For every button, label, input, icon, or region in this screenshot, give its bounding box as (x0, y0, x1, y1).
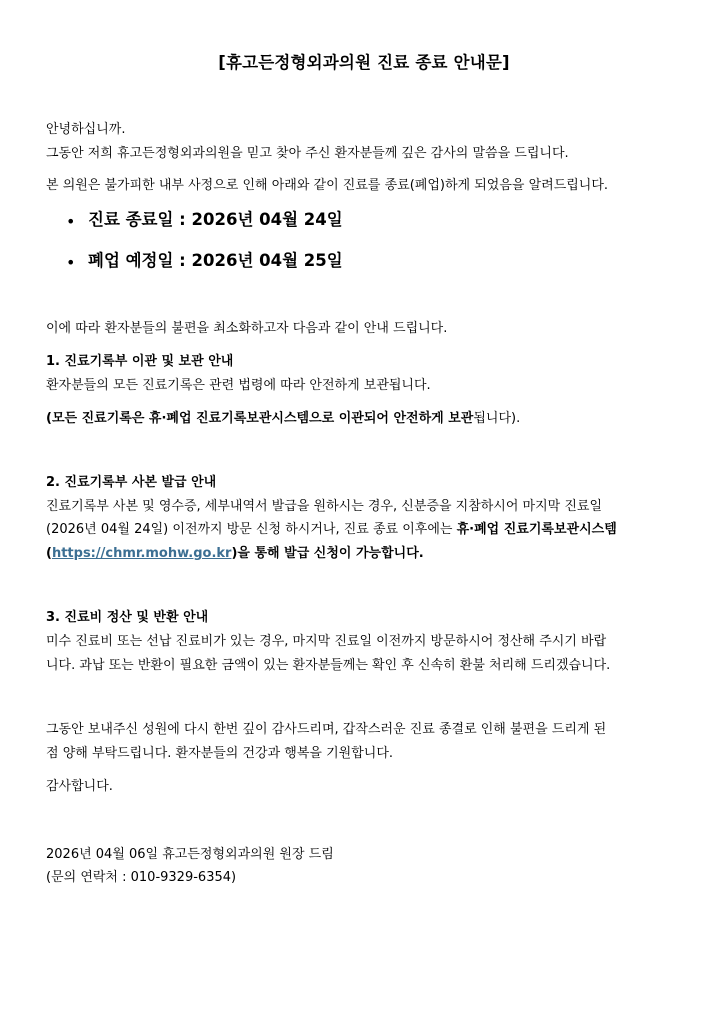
bullet-icon: • (66, 253, 76, 272)
section2-line1: 진료기록부 사본 및 영수증, 세부내역서 발급을 원하시는 경우, 신분증을 지참하시어 마지막 진료일 (46, 499, 603, 514)
end-date-item: 진료 종료일 : 2026년 04월 24일 (88, 210, 343, 229)
section1-heading: 1. 진료기록부 이관 및 보관 안내 (46, 354, 234, 369)
section1-line2-bold: (모든 진료기록은 휴·폐업 진료기록보관시스템으로 이관되어 안전하게 보관 (46, 411, 474, 426)
section1-line1: 환자분들의 모든 진료기록은 관련 법령에 따라 안전하게 보관됩니다. (46, 378, 431, 393)
section2-line2 (46, 521, 617, 538)
records-system-link[interactable]: https://chmr.mohw.go.kr (51, 546, 232, 561)
contact-line: (문의 연락처 : 010-9329-6354) (46, 870, 237, 885)
page-title: [휴고든정형외과의원 진료 종료 안내문] (218, 53, 510, 72)
bullet-icon: • (66, 212, 76, 231)
section3-heading: 3. 진료비 정산 및 반환 안내 (46, 610, 209, 625)
thanks-text: 그동안 저희 휴고든정형외과의원을 믿고 찾아 주신 환자분들께 깊은 감사의 말씀을 드립니다. (46, 146, 569, 161)
guide-intro-text: 이에 따라 환자분들의 불편을 최소화하고자 다음과 같이 안내 드립니다. (46, 321, 448, 336)
signature-line: 2026년 04월 06일 휴고든정형외과의원 원장 드림 (46, 847, 334, 862)
section1-line2-rest: 됩니다). (473, 411, 521, 426)
section2-line3-open: ( (46, 546, 52, 561)
closure-notice-text: 본 의원은 불가피한 내부 사정으로 인해 아래와 같이 진료를 종료(폐업)하게 되었음을 알려드립니다. (46, 178, 609, 193)
section2-line3 (46, 545, 424, 562)
section2-heading: 2. 진료기록부 사본 발급 안내 (46, 475, 217, 490)
section3-line1: 미수 진료비 또는 선납 진료비가 있는 경우, 마지막 진료일 이전까지 방문하시어 정산해 주시기 바랍 (46, 634, 607, 649)
section1-line2 (46, 410, 520, 427)
section3-line2: 니다. 과납 또는 반환이 필요한 금액이 있는 환자분들께는 확인 후 신속히 환불 처리해 드리겠습니다. (46, 658, 611, 673)
closing-date-item: 폐업 예정일 : 2026년 04월 25일 (88, 251, 343, 270)
section2-line2-plain: (2026년 04월 24일) 이전까지 방문 신청 하시거나, 진료 종료 이후에는 (46, 522, 457, 537)
section2-line2-bold: 휴·폐업 진료기록보관시스템 (456, 522, 617, 537)
closing-thanks: 감사합니다. (46, 779, 113, 794)
closing-line2: 점 양해 부탁드립니다. 환자분들의 건강과 행복을 기원합니다. (46, 746, 394, 761)
closing-line1: 그동안 보내주신 성원에 다시 한번 깊이 감사드리며, 갑작스러운 진료 종결로 인해 불편을 드리게 된 (46, 722, 607, 737)
greeting-text: 안녕하십니까. (46, 122, 126, 137)
section2-line3-rest: )을 통해 발급 신청이 가능합니다. (231, 546, 424, 561)
